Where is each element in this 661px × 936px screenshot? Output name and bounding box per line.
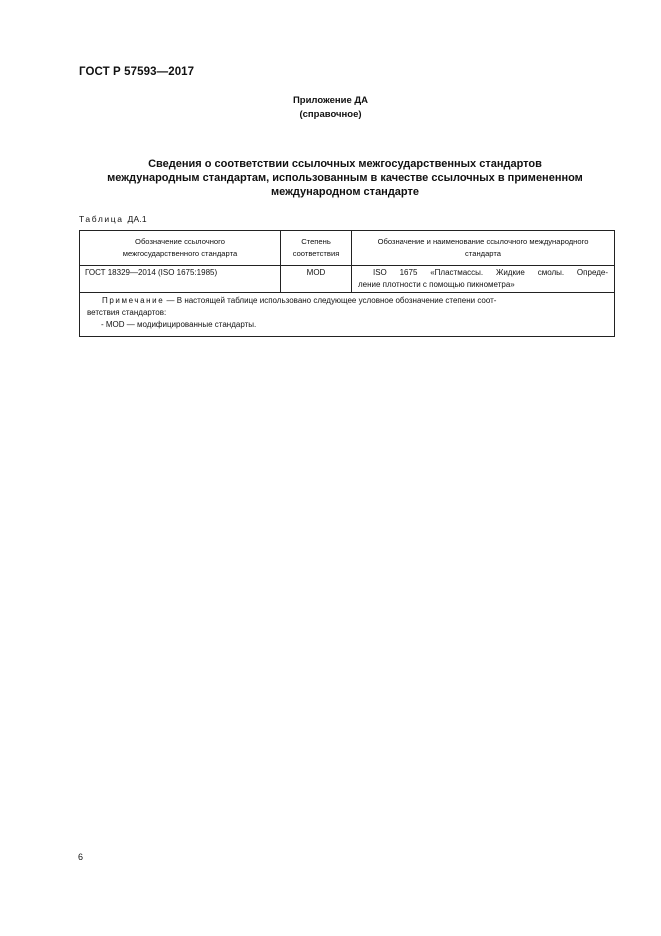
reference-table [79,230,615,337]
cell-designation: ГОСТ 18329—2014 (ISO 1675:1985) [80,266,281,293]
cell-name-line-2: ление плотности с помощью пикнометра» [358,280,515,289]
table-caption-number: ДА.1 [127,214,147,224]
main-title-line-3: международном стандарте [270,186,420,198]
note-line-1 [87,295,609,307]
table-note-row [80,293,615,337]
annex-title: Приложение ДА [292,95,369,106]
note-line-3: - MOD — модифицированные стандарты. [101,320,257,329]
page-number: 6 [78,852,84,862]
header-international-standard: Обозначение и наименование ссылочного международного стандарта [352,231,615,266]
annex-subtitle: (справочное) [299,109,362,120]
header-degree: Степень соответствия [281,231,352,266]
document-code: ГОСТ Р 57593—2017 [79,66,195,78]
main-title [60,157,630,199]
note-line-2: ветствия стандартов: [87,308,167,317]
table-row [80,266,615,293]
note-text-1: — В настоящей таблице использовано следующее условное обозначение степени соот- [164,296,497,305]
cell-degree: MOD [281,266,352,293]
cell-international-standard [352,266,615,293]
table-note [80,293,615,337]
table-caption [79,214,147,224]
note-label: Примечание [102,296,165,305]
cell-name-line-1: ISO 1675 «Пластмассы. Жидкие смолы. Опреде- [373,268,608,277]
header-designation: Обозначение ссылочного межгосударственного стандарта [80,231,281,266]
main-title-line-2: международным стандартам, использованным в качестве ссылочных в примененном [107,172,583,184]
table-header-row [80,231,615,266]
table-caption-word: Таблица [79,214,124,224]
main-title-line-1: Сведения о соответствии ссылочных межгосударственных стандартов [148,158,542,170]
